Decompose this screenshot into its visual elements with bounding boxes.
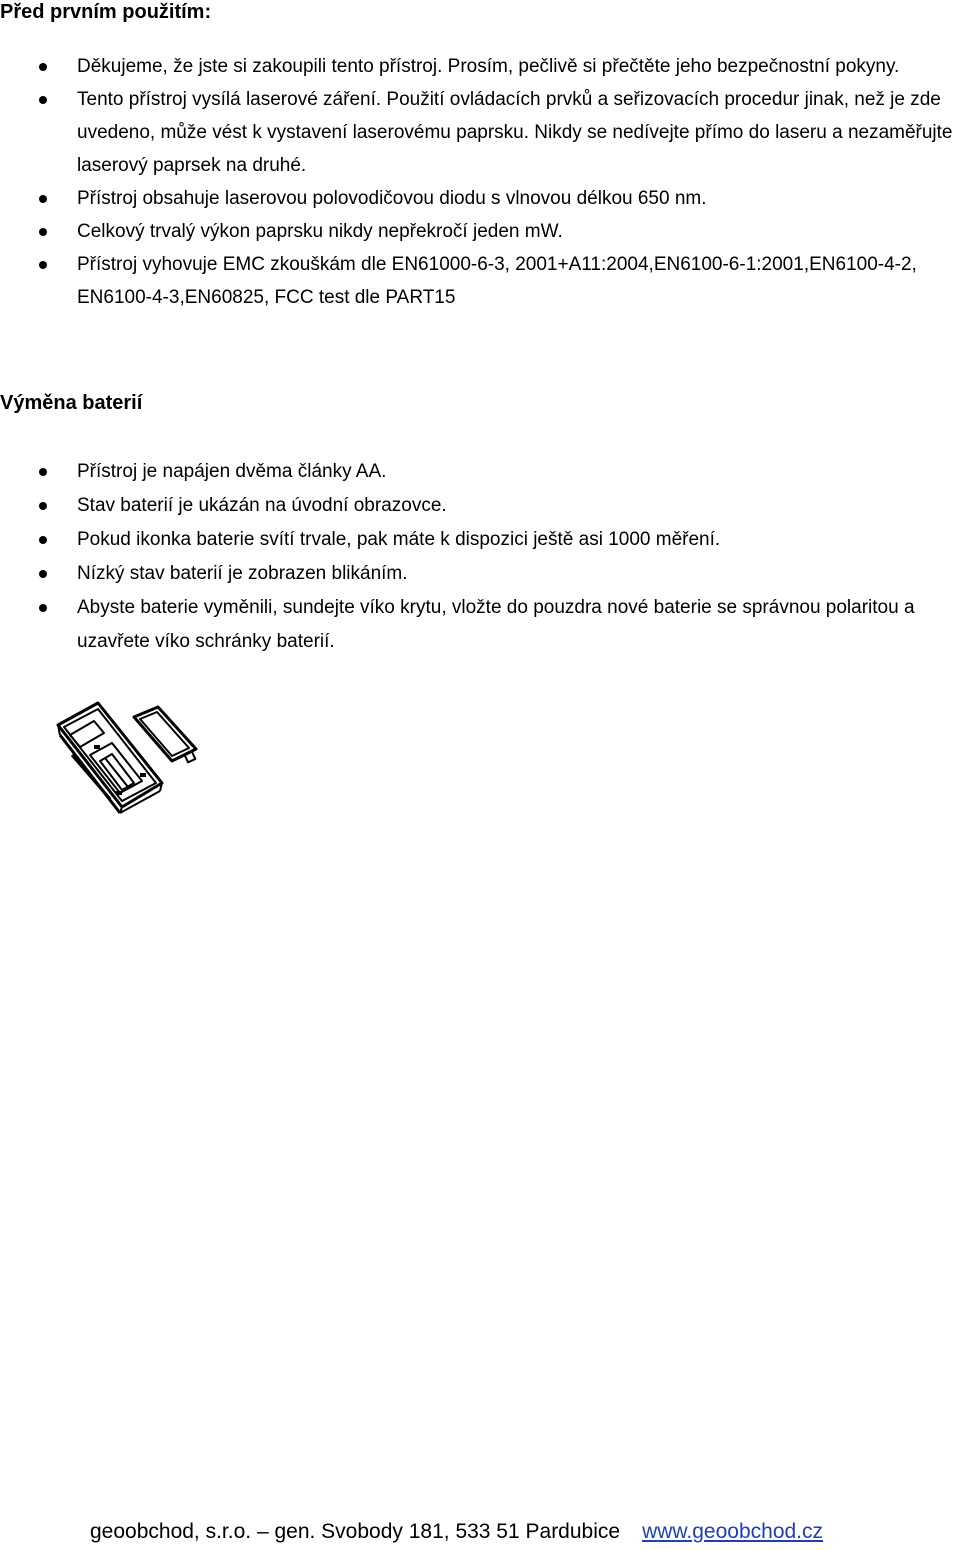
- battery-compartment-illustration-icon: [50, 695, 200, 825]
- footer-website-link[interactable]: www.geoobchod.cz: [642, 1520, 824, 1543]
- battery-list: [0, 455, 960, 659]
- section-heading-first-use: Před prvním použitím:: [0, 1, 212, 23]
- bullet-icon: [39, 195, 47, 203]
- list-item: [0, 50, 960, 83]
- bullet-icon: [39, 228, 47, 236]
- footer: [90, 1518, 823, 1546]
- list-item-text: Přístroj vyhovuje EMC zkouškám dle EN61000-6-3, 2001+A11:2004,EN6100-6-1:2001,EN6100-4-2, EN6100-4-3,EN60825, FCC test dle PART15: [77, 254, 917, 308]
- list-item-text: Stav baterií je ukázán na úvodní obrazovce.: [77, 495, 447, 516]
- list-item: [0, 83, 960, 182]
- bullet-icon: [39, 570, 47, 578]
- list-item: [0, 248, 960, 314]
- bullet-icon: [39, 63, 47, 71]
- section-heading-battery: Výměna baterií: [0, 392, 143, 414]
- list-item-text: Celkový trvalý výkon paprsku nikdy nepřekročí jeden mW.: [77, 221, 563, 242]
- list-item: [0, 215, 960, 248]
- list-item: [0, 557, 960, 591]
- bullet-icon: [39, 468, 47, 476]
- first-use-list: [0, 50, 960, 314]
- list-item: [0, 523, 960, 557]
- list-item: [0, 591, 960, 659]
- list-item-text: Pokud ikonka baterie svítí trvale, pak máte k dispozici ještě asi 1000 měření.: [77, 529, 721, 550]
- list-item-text: Tento přístroj vysílá laserové záření. Použití ovládacích prvků a seřizovacích procedur jinak, než je zde uvedeno, může vést k vystavení laserovému paprsku. Nikdy se nedívejte přímo do laseru a nezaměřujte laserový paprsek na druhé.: [77, 89, 953, 176]
- bullet-icon: [39, 536, 47, 544]
- bullet-icon: [39, 502, 47, 510]
- list-item-text: Abyste baterie vyměnili, sundejte víko krytu, vložte do pouzdra nové baterie se správnou polaritou a uzavřete víko schránky baterií.: [77, 597, 915, 652]
- list-item-text: Nízký stav baterií je zobrazen blikáním.: [77, 563, 408, 584]
- list-item: [0, 182, 960, 215]
- footer-company: geoobchod, s.r.o. – gen. Svobody 181, 533 51 Pardubice: [90, 1520, 621, 1543]
- list-item-text: Přístroj obsahuje laserovou polovodičovou diodu s vlnovou délkou 650 nm.: [77, 188, 707, 209]
- list-item: [0, 455, 960, 489]
- list-item: [0, 489, 960, 523]
- list-item-text: Děkujeme, že jste si zakoupili tento přístroj. Prosím, pečlivě si přečtěte jeho bezpečnostní pokyny.: [77, 56, 900, 77]
- bullet-icon: [39, 261, 47, 269]
- bullet-icon: [39, 604, 47, 612]
- bullet-icon: [39, 96, 47, 104]
- list-item-text: Přístroj je napájen dvěma články AA.: [77, 461, 387, 482]
